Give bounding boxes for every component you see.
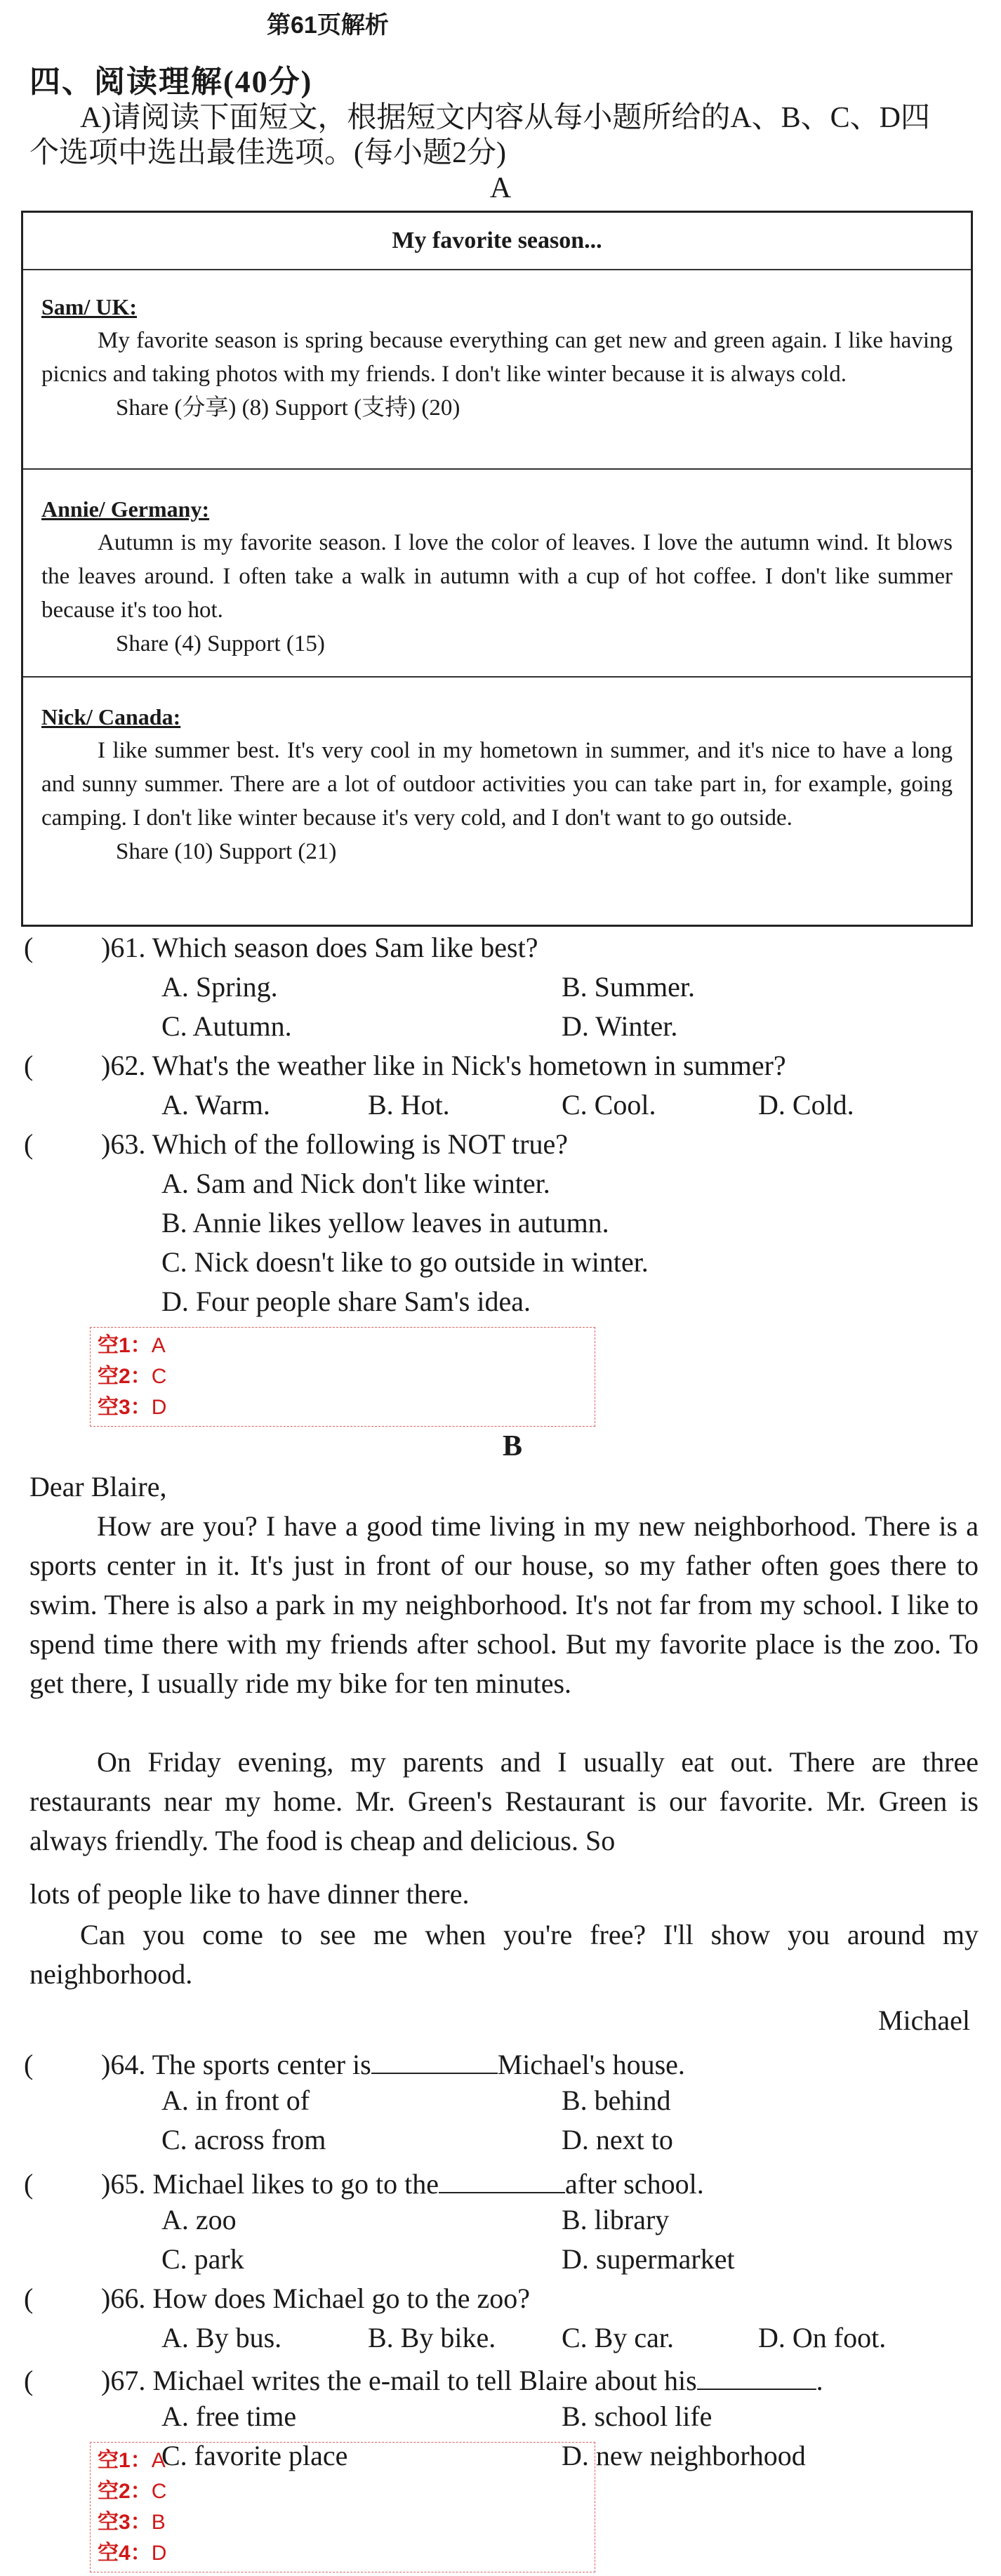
question-63	[24, 1128, 979, 1324]
option-a[interactable]: A. zoo	[161, 2204, 237, 2235]
answer-paren[interactable]: (	[24, 932, 34, 963]
letter-greeting: Dear Blaire,	[29, 1471, 167, 1502]
option-b[interactable]: B. Hot.	[368, 1089, 450, 1121]
answer-key: 空1：	[98, 1334, 152, 1357]
answer-value: B	[151, 2511, 166, 2534]
option-c[interactable]: C. Cool.	[562, 1089, 656, 1121]
post-stats: Share (10) Support (21)	[116, 839, 337, 864]
question-stem-after: Michael's house.	[497, 2049, 685, 2080]
answer-value: A	[151, 2449, 166, 2472]
answer-value: C	[151, 1365, 167, 1388]
option-d[interactable]: D. Cold.	[758, 1089, 854, 1121]
option-b[interactable]: B. school life	[562, 2400, 712, 2432]
option-b[interactable]: B. Annie likes yellow leaves in autumn.	[161, 1207, 609, 1239]
question-stem-after: after school.	[565, 2168, 704, 2200]
post-annie	[23, 480, 971, 661]
option-b[interactable]: B. By bike.	[368, 2322, 496, 2353]
post-author: Sam/ UK:	[41, 294, 137, 319]
answer-box-a	[90, 1327, 595, 1427]
question-66	[24, 2282, 979, 2360]
instruction-line-2: 个选项中选出最佳选项。(每小题2分)	[29, 137, 506, 169]
answer-key: 空1：	[98, 2449, 152, 2472]
post-nick	[23, 687, 971, 868]
question-62	[24, 1049, 979, 1128]
option-a[interactable]: A. Warm.	[161, 1089, 270, 1121]
letter-paragraph-2-continued: lots of people like to have dinner there.	[29, 1878, 470, 1910]
answer-paren[interactable]: (	[24, 2365, 34, 2396]
answer-key: 空4：	[98, 2542, 152, 2565]
table-divider	[23, 468, 971, 470]
question-stem: )61. Which season does Sam like best?	[101, 932, 538, 963]
option-d[interactable]: D. Winter.	[562, 1010, 678, 1042]
post-text: Autumn is my favorite season. I love the color of leaves. I love the autumn wind. It blows the leaves around. I often take a walk in autumn with a cup of hot coffee. I don't like summer because it's too hot.	[41, 530, 953, 623]
option-c[interactable]: C. favorite place	[161, 2440, 348, 2471]
option-b[interactable]: B. Summer.	[562, 971, 696, 1003]
option-c[interactable]: C. Autumn.	[161, 1010, 292, 1042]
answer-blank[interactable]	[697, 2360, 816, 2390]
option-a[interactable]: A. in front of	[161, 2085, 310, 2116]
answer-box-b	[90, 2442, 595, 2572]
option-d[interactable]: D. new neighborhood	[562, 2440, 806, 2471]
post-author: Annie/ Germany:	[41, 496, 210, 522]
question-65	[24, 2164, 979, 2282]
section-title: 四、阅读理解(40分)	[29, 65, 313, 99]
letter-signature: Michael	[877, 2004, 970, 2036]
question-stem-before: )67. Michael writes the e-mail to tell Blaire about his	[101, 2365, 697, 2396]
answer-paren[interactable]: (	[24, 2168, 34, 2200]
option-c[interactable]: C. Nick doesn't like to go outside in winter.	[161, 1246, 649, 1278]
answer-value: D	[151, 2542, 167, 2565]
question-stem: )66. How does Michael go to the zoo?	[101, 2283, 530, 2314]
answer-paren[interactable]: (	[24, 1128, 34, 1160]
question-61	[24, 931, 979, 1049]
post-stats: Share (分享) (8) Support (支持) (20)	[116, 395, 460, 421]
option-a[interactable]: A. free time	[161, 2400, 297, 2432]
option-b[interactable]: B. behind	[562, 2085, 671, 2116]
part-a-label: A	[489, 172, 512, 204]
question-stem-before: )64. The sports center is	[101, 2049, 371, 2080]
question-64	[24, 2045, 979, 2162]
question-stem: )63. Which of the following is NOT true?	[101, 1128, 569, 1160]
option-d[interactable]: D. On foot.	[758, 2322, 887, 2353]
option-c[interactable]: C. across from	[161, 2124, 326, 2155]
answer-blank[interactable]	[371, 2045, 498, 2074]
option-d[interactable]: D. supermarket	[562, 2243, 735, 2275]
question-stem-after: .	[816, 2365, 823, 2396]
answer-blank[interactable]	[439, 2164, 565, 2193]
answer-paren[interactable]: (	[24, 2049, 34, 2080]
option-a[interactable]: A. Spring.	[161, 971, 278, 1003]
answer-key: 空2：	[98, 2480, 152, 2503]
answer-value: A	[151, 1334, 166, 1357]
option-d[interactable]: D. next to	[562, 2124, 673, 2155]
table-divider	[23, 676, 971, 678]
table-title: My favorite season...	[23, 213, 971, 270]
answer-value: D	[151, 1396, 167, 1419]
question-stem: )62. What's the weather like in Nick's hometown in summer?	[101, 1050, 786, 1081]
letter-paragraph-1: How are you? I have a good time living in my new neighborhood. There is a sports center in it. It's just in front of our house, so my father often goes there to swim. There is also a park in my neighborhood. It's not far from my school. I like to spend time there with my friends after school. But my favorite place is the zoo. To get there, I usually ride my bike for ten minutes.	[29, 1510, 979, 1699]
letter-paragraph-2: On Friday evening, my parents and I usually eat out. There are three restaurants near my home. Mr. Green's Restaurant is our favorite. Mr. Green is always friendly. The food is cheap and delicious. So	[29, 1746, 979, 1856]
post-sam	[23, 277, 971, 425]
post-text: My favorite season is spring because everything can get new and green again. I like having picnics and taking photos with my friends. I don't like winter because it is always cold.	[41, 328, 953, 387]
post-stats: Share (4) Support (15)	[116, 631, 325, 656]
option-b[interactable]: B. library	[562, 2204, 670, 2235]
option-d[interactable]: D. Four people share Sam's idea.	[161, 1286, 531, 1317]
page-title: 第61页解析	[267, 12, 389, 39]
option-a[interactable]: A. By bus.	[161, 2322, 282, 2353]
question-stem-before: )65. Michael likes to go to the	[101, 2168, 439, 2200]
answer-key: 空3：	[98, 1396, 152, 1419]
answer-paren[interactable]: (	[24, 2283, 34, 2314]
answer-key: 空3：	[98, 2511, 152, 2534]
option-c[interactable]: C. By car.	[562, 2322, 674, 2353]
answer-key: 空2：	[98, 1365, 152, 1388]
post-author: Nick/ Canada:	[41, 704, 181, 729]
instruction-line-1: A)请阅读下面短文，根据短文内容从每小题所给的A、B、C、D四	[80, 102, 931, 134]
option-c[interactable]: C. park	[161, 2243, 244, 2275]
letter-paragraph-3: Can you come to see me when you're free? I'll show you around my neighborhood.	[29, 1919, 979, 1990]
post-text: I like summer best. It's very cool in my hometown in summer, and it's nice to have a long and sunny summer. There are a lot of outdoor activities you can take part in, for example, going camping. I don't like winter because it's very cold, and I don't want to go outside.	[41, 738, 953, 831]
answer-paren[interactable]: (	[24, 1050, 34, 1081]
part-b-label: B	[502, 1430, 522, 1462]
option-a[interactable]: A. Sam and Nick don't like winter.	[161, 1168, 550, 1199]
answer-value: C	[151, 2480, 167, 2503]
favorite-season-table	[21, 211, 973, 927]
